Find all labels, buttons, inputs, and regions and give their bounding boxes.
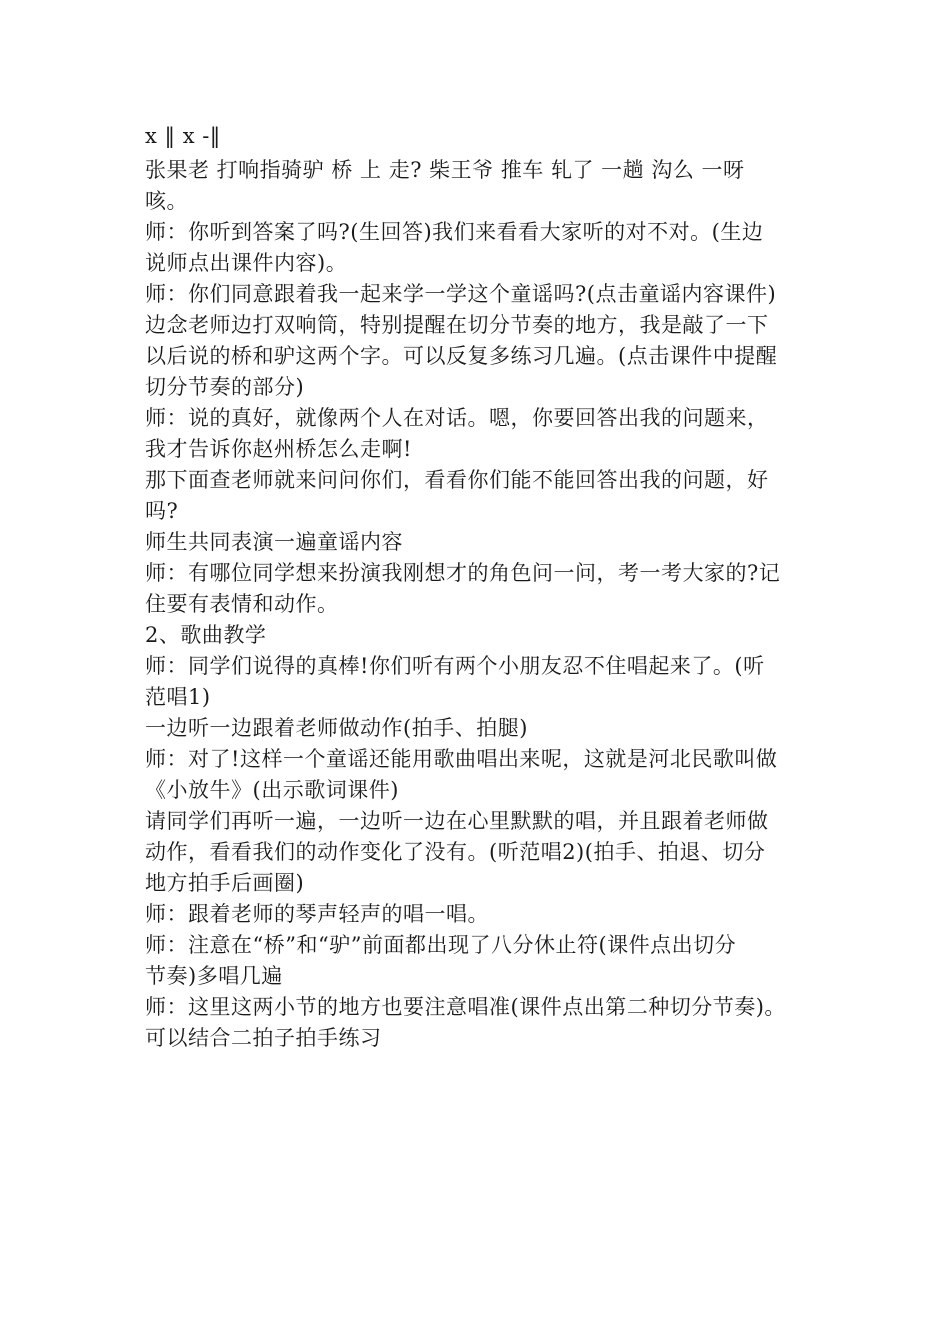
document-body xyxy=(145,121,825,1054)
text-line: 一边听一边跟着老师做动作(拍手、拍腿) xyxy=(145,716,528,740)
text-line: 住要有表情和动作。 xyxy=(145,592,339,616)
text-line: 师：说的真好，就像两个人在对话。嗯，你要回答出我的问题来， xyxy=(145,406,769,430)
text-line: 咳。 xyxy=(145,189,188,213)
text-line: 师：同学们说得的真棒!你们听有两个小朋友忍不住唱起来了。(听 xyxy=(145,654,765,678)
text-line: 说师点出课件内容)。 xyxy=(145,251,348,275)
text-line: 师：跟着老师的琴声轻声的唱一唱。 xyxy=(145,902,489,926)
text-line: 师：有哪位同学想来扮演我刚想才的角色问一问，考一考大家的?记 xyxy=(145,561,781,585)
text-line: 地方拍手后画圈) xyxy=(145,871,305,895)
text-line: 边念老师边打双响筒，特别提醒在切分节奏的地方，我是敲了一下 xyxy=(145,313,769,337)
text-line: 切分节奏的部分) xyxy=(145,375,305,399)
text-line: 师：注意在“桥”和“驴”前面都出现了八分休止符(课件点出切分 xyxy=(145,933,737,957)
text-line: 师：你听到答案了吗?(生回答)我们来看看大家听的对不对。(生边 xyxy=(145,220,764,244)
text-line: 可以结合二拍子拍手练习 xyxy=(145,1026,382,1050)
text-line: 那下面查老师就来问问你们，看看你们能不能回答出我的问题，好 xyxy=(145,468,769,492)
rhythm-notation-line: x ‖ x -‖ xyxy=(145,124,221,148)
text-line: 师：对了!这样一个童谣还能用歌曲唱出来呢，这就是河北民歌叫做 xyxy=(145,747,778,771)
text-line: 师：这里这两小节的地方也要注意唱准(课件点出第二种切分节奏)。 xyxy=(145,995,786,1019)
section-heading: 2、歌曲教学 xyxy=(145,623,267,647)
text-line: 节奏)多唱几遍 xyxy=(145,964,283,988)
text-line: 我才告诉你赵州桥怎么走啊! xyxy=(145,437,412,461)
text-line: 师：你们同意跟着我一起来学一学这个童谣吗?(点击童谣内容课件) xyxy=(145,282,777,306)
text-line: 《小放牛》(出示歌词课件) xyxy=(145,778,399,802)
text-line: 吗? xyxy=(145,499,179,523)
text-line: 张果老 打响指骑驴 桥 上 走? 柴王爷 推车 轧了 一趟 沟么 一呀 xyxy=(145,158,745,182)
text-line: 动作，看看我们的动作变化了没有。(听范唱2)(拍手、拍退、切分 xyxy=(145,840,766,864)
text-line: 范唱1) xyxy=(145,685,211,709)
text-line: 请同学们再听一遍，一边听一边在心里默默的唱，并且跟着老师做 xyxy=(145,809,769,833)
text-line: 以后说的桥和驴这两个字。可以反复多练习几遍。(点击课件中提醒 xyxy=(145,344,778,368)
text-line: 师生共同表演一遍童谣内容 xyxy=(145,530,403,554)
